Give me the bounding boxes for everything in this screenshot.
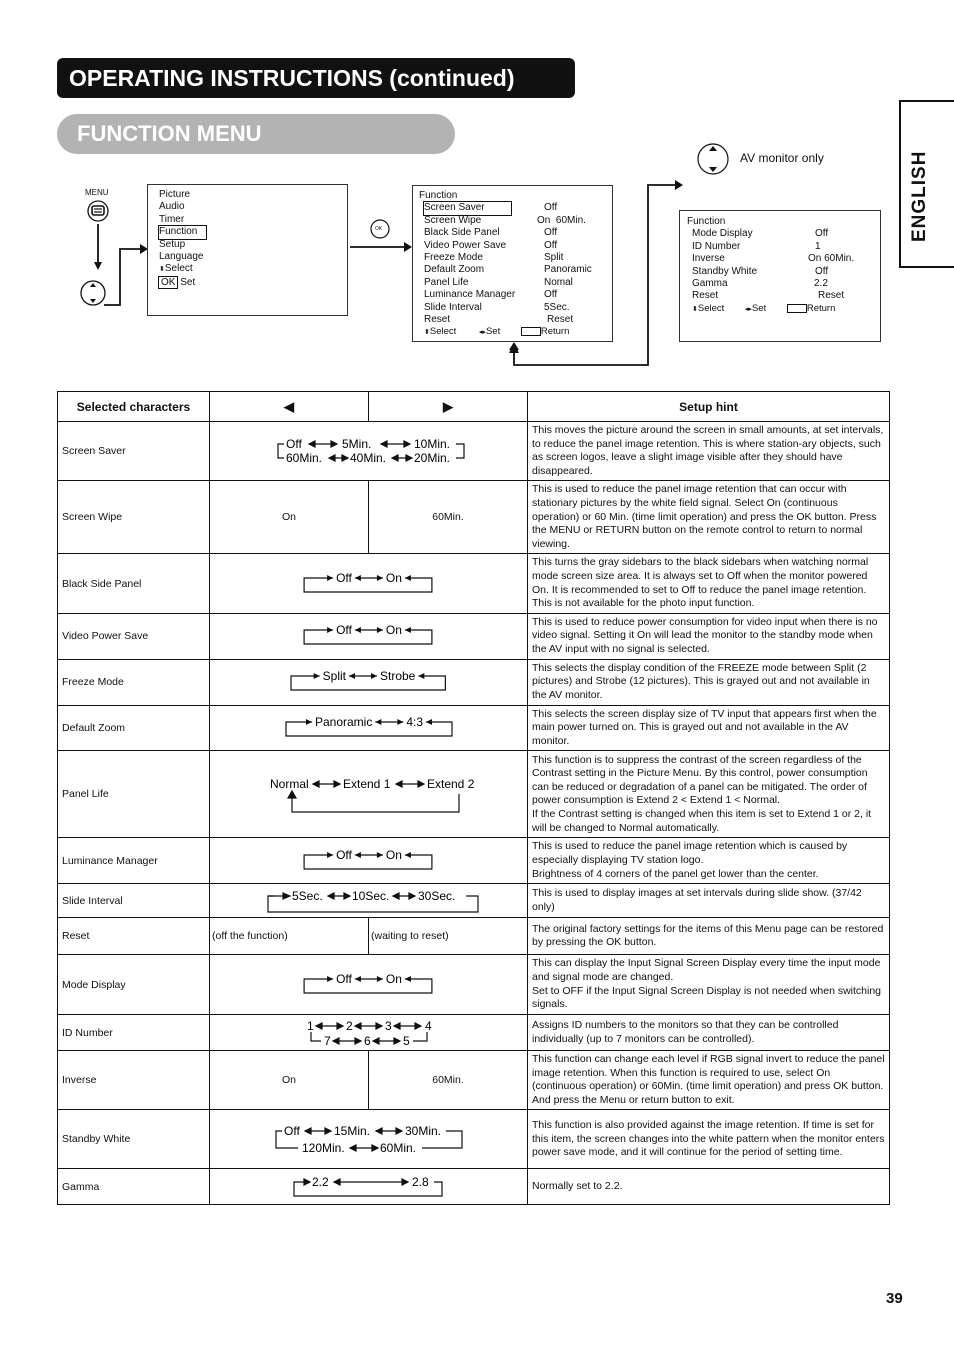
arrowhead — [404, 575, 410, 581]
return-label: Return — [806, 302, 836, 314]
row-name: Standby White — [58, 1110, 210, 1169]
cycle-value: Extend 2 — [426, 777, 474, 792]
function-menu-item-label: Luminance Manager — [424, 289, 516, 301]
arrowhead — [404, 627, 410, 633]
arrowhead — [375, 719, 381, 725]
screen-saver-cycle — [254, 434, 484, 468]
arrowhead — [327, 575, 333, 581]
setup-hint: This selects the display condition of the FREEZE mode between Split (2 pictures) and Strobe (12 pictures). This is grayed out and not available in the AV monitor. — [528, 659, 890, 705]
id-number-cycle — [299, 1018, 439, 1048]
cycle-value: On — [385, 570, 402, 585]
settings-table — [57, 391, 890, 1205]
cycle-value: 2.8 — [411, 1174, 429, 1189]
loop-line — [304, 855, 432, 869]
table-row — [58, 554, 890, 613]
av-menu-item-value: Off — [815, 228, 829, 240]
function-menu-item-value: Reset — [547, 314, 574, 326]
function-menu-item-value: Off — [544, 202, 558, 214]
cycle-value: On — [385, 623, 402, 638]
arrowhead — [327, 627, 333, 633]
cycle-value: 3 — [384, 1018, 392, 1033]
setup-hint: This turns the gray sidebars to the black sidebars when watching normal mode screen size area. It is always set to Off when the monitor powered On. It is recommended to set to Off to reduce the panel image retention. This is not available for the photo input function. — [528, 554, 890, 613]
av-menu-item-value: Reset — [818, 290, 845, 302]
function-menu-item-value: On 60Min. — [537, 214, 586, 226]
cycle-value: On — [385, 971, 402, 986]
function-menu-item-label: Screen Saver — [424, 202, 511, 214]
loop-line — [304, 578, 432, 592]
two-state-cycle — [284, 714, 454, 742]
av-menu-item-label: Inverse — [692, 253, 725, 265]
table-header-row — [58, 392, 890, 422]
cycle-value: 5Sec. — [291, 888, 323, 903]
cycle-value: Strobe — [379, 669, 415, 684]
cycle-value: 30Sec. — [417, 888, 455, 903]
select-arrow — [100, 240, 148, 310]
menu-button-label: MENU — [85, 188, 109, 197]
two-state-cycle — [289, 622, 449, 650]
two-state-cycle — [289, 570, 449, 598]
av-menu-item-label: Standby White — [692, 265, 758, 277]
cycle-cell — [210, 955, 528, 1015]
setup-hint: This is used to display images at set intervals during slide show. (37/42 only) — [528, 884, 890, 918]
row-name: Slide Interval — [58, 884, 210, 918]
av-menu-item-value: Off — [815, 265, 829, 277]
standby-white-cycle — [264, 1122, 474, 1156]
two-state-cycle — [289, 847, 449, 875]
setup-hint-paragraph: Brightness of 4 corners of the panel get lower than the center. — [532, 867, 819, 880]
cycle-cell — [210, 1110, 528, 1169]
row-name: Luminance Manager — [58, 838, 210, 884]
arrowhead — [376, 627, 382, 633]
scroll-connector-arrows — [505, 180, 685, 370]
header-setup-hint: Setup hint — [528, 392, 890, 422]
table-row — [58, 955, 890, 1015]
function-menu-item-label: Reset — [424, 314, 451, 326]
cycle-value: Panoramic — [314, 714, 372, 729]
arrowhead — [327, 852, 333, 858]
function-menu-item-value: Off — [544, 239, 558, 251]
arrowhead — [376, 852, 382, 858]
arrowhead — [348, 673, 354, 679]
cycle-value: 30Min. — [404, 1124, 441, 1139]
av-menu-item-value: 2.2 — [814, 278, 828, 290]
cycle-value: Off — [335, 847, 352, 862]
setup-hint-paragraph: This can display the Input Signal Screen Display every time the input mode and signal mode are changed. — [532, 957, 881, 983]
loop-line — [304, 979, 432, 993]
select-label: Select — [164, 263, 193, 275]
table-row — [58, 1110, 890, 1169]
cycle-value: 60Min. — [285, 451, 322, 466]
cycle-value: 2.2 — [311, 1174, 329, 1189]
cycle-value: 60Min. — [379, 1141, 416, 1156]
setup-hint-paragraph: This is used to reduce the panel image retention which is caused by especially displaying TV station logo. — [532, 840, 848, 866]
page-number: 39 — [886, 1290, 903, 1307]
up-down-icon: ⬍ — [692, 305, 698, 313]
arrowhead — [354, 575, 360, 581]
cycle-value: Split — [322, 669, 346, 684]
row-name: ID Number — [58, 1015, 210, 1051]
cycle-value: 15Min. — [333, 1124, 370, 1139]
cycle-value: Off — [335, 971, 352, 986]
main-menu-item: Audio — [159, 201, 185, 213]
return-label: Return — [540, 326, 570, 338]
cycle-value: 1 — [306, 1018, 314, 1033]
left-value: (off the function) — [210, 918, 369, 955]
cycle-cell — [210, 422, 528, 481]
arrowhead — [313, 673, 319, 679]
header-selected-characters: Selected characters — [58, 392, 210, 422]
cycle-value: 4 — [424, 1018, 432, 1033]
setup-hint: This selects the screen display size of TV input that appears first when the main power turned on. This is grayed out and not available in the AV monitor. — [528, 705, 890, 751]
setup-hint: Normally set to 2.2. — [528, 1169, 890, 1205]
av-menu-item-label: Reset — [692, 290, 719, 302]
arrowhead — [354, 627, 360, 633]
page-header-title: OPERATING INSTRUCTIONS (continued) — [57, 58, 575, 98]
cycle-cell — [210, 838, 528, 884]
arrowhead — [354, 852, 360, 858]
arrowhead — [404, 976, 410, 982]
cycle-value: Extend 1 — [342, 777, 390, 792]
setup-hint: This function can change each level if RGB signal invert to reduce the panel image retention. When this function is required to use, select On (continuous operation) or 60Min. (time limit operation) and press OK button. And press the Menu or return button to exit. — [528, 1051, 890, 1110]
table-row — [58, 659, 890, 705]
cycle-cell — [210, 884, 528, 918]
table-row — [58, 838, 890, 884]
setup-hint: This moves the picture around the screen in small amounts, at set intervals, to reduce the panel image retention. This is where station-ary objects, such as screen logos, leave a slight image visible after they should have disappeared. — [528, 422, 890, 481]
setup-hint: This is used to reduce the panel image retention that can occur with stationary pictures by the white field signal. Select On (continuous operation) or 60 Min. (time limit operation) and press the OK button. Press the MENU or RETURN button on the remote control to return to normal viewing. — [528, 481, 890, 554]
main-menu-item: Timer — [159, 213, 185, 225]
panel-life-cycle — [254, 774, 484, 814]
cycle-cell — [210, 751, 528, 838]
function-menu-item-label: Video Power Save — [424, 239, 507, 251]
up-down-icon: ⬍ — [424, 329, 430, 337]
select-label: Select — [697, 302, 725, 314]
table-row — [58, 1169, 890, 1205]
function-menu-item-value: Panoramic — [544, 264, 592, 276]
cycle-value: Off — [335, 570, 352, 585]
ok-arrow — [348, 215, 414, 255]
arrowhead — [426, 719, 432, 725]
up-arrowhead — [505, 340, 525, 360]
language-tab-label: ENGLISH — [909, 150, 930, 242]
function-menu-item-label: Slide Interval — [424, 301, 482, 313]
function-menu-item-label: Panel Life — [424, 276, 469, 288]
av-function-menu-box — [679, 210, 881, 342]
cycle-value: Off — [283, 1124, 300, 1139]
function-menu-title: Function — [419, 190, 458, 201]
arrowhead — [370, 673, 376, 679]
two-state-cycle — [289, 971, 449, 999]
right-value: 60Min. — [369, 1051, 528, 1110]
main-menu-box — [147, 184, 348, 316]
set-label: Set — [180, 276, 196, 288]
cycle-value: 10Min. — [413, 437, 450, 452]
cycle-value: 5Min. — [341, 437, 371, 452]
function-menu-item-label: Freeze Mode — [424, 252, 483, 264]
setup-hint: This is used to reduce power consumption for video input when there is no video signal. Setting it On will lead the monitor to the standby mode when the AV input with no signal is selected. — [528, 613, 890, 659]
setup-hint — [528, 751, 890, 838]
set-label: Set — [485, 326, 501, 338]
cycle-value: 20Min. — [413, 451, 450, 466]
right-value: (waiting to reset) — [369, 918, 528, 955]
function-menu-item-label: Black Side Panel — [424, 227, 500, 239]
cycle-cell — [210, 705, 528, 751]
language-tab — [899, 100, 954, 268]
cycle-value: 2 — [345, 1018, 353, 1033]
main-menu-item: Language — [159, 251, 204, 263]
two-state-cycle — [289, 668, 449, 696]
setup-hint-paragraph: This function is to suppress the contrast of the screen regardless of the Contrast setting in the Picture Menu. By this control, power consumption can be reduced or degradation of a panel can be mitigated. The order of power consumption is Extend 2 < Extend 1 < Normal. — [532, 753, 868, 807]
arrowhead — [305, 719, 311, 725]
setup-hint-paragraph: Set to OFF if the Input Signal Screen Display is not needed when switching signals. — [532, 984, 882, 1011]
menu-button-icon — [88, 201, 108, 221]
main-menu-item-function: Function — [159, 226, 206, 238]
setup-hint: Assigns ID numbers to the monitors so that they can be controlled individually (up to 7 monitors can be controlled). — [528, 1015, 890, 1051]
table-row — [58, 884, 890, 918]
cycle-cell — [210, 1015, 528, 1051]
ok-button-label: OK — [375, 226, 383, 232]
table-row — [58, 751, 890, 838]
loop-line — [304, 630, 432, 644]
setup-hint: This function is also provided against the image retention. If time is set for this item, the screen changes into the white pattern when the monitor enters power save mode, and it will continue for the period of setting time. — [528, 1110, 890, 1169]
row-name: Panel Life — [58, 751, 210, 838]
header-left-arrow-icon: ◀ — [210, 392, 369, 422]
table-row — [58, 1015, 890, 1051]
main-menu-item: Setup — [159, 238, 186, 250]
row-name: Screen Wipe — [58, 481, 210, 554]
left-value: On — [210, 1051, 369, 1110]
av-monitor-note: AV monitor only — [740, 151, 824, 165]
function-menu-item-value: 5Sec. — [544, 301, 570, 313]
cycle-value: 4:3 — [405, 714, 423, 729]
row-name: Freeze Mode — [58, 659, 210, 705]
av-menu-item-label: ID Number — [692, 240, 741, 252]
function-menu-item-value: Nomal — [544, 276, 573, 288]
arrowhead — [418, 673, 424, 679]
header-right-arrow-icon: ▶ — [369, 392, 528, 422]
table-row — [58, 705, 890, 751]
arrowhead — [376, 976, 382, 982]
cycle-value: 40Min. — [349, 451, 386, 466]
arrowhead — [327, 976, 333, 982]
table-row — [58, 422, 890, 481]
setup-hint — [528, 955, 890, 1015]
arrowhead — [404, 852, 410, 858]
table-row — [58, 613, 890, 659]
cycle-cell — [210, 613, 528, 659]
section-title: FUNCTION MENU — [57, 114, 455, 154]
row-name: Reset — [58, 918, 210, 955]
table-row — [58, 1051, 890, 1110]
left-right-icon: ◂▸ — [744, 305, 752, 313]
left-value: On — [210, 481, 369, 554]
cycle-value: Normal — [269, 777, 309, 792]
row-name: Default Zoom — [58, 705, 210, 751]
table-row — [58, 481, 890, 554]
arrowhead — [354, 976, 360, 982]
cycle-value: On — [385, 847, 402, 862]
set-label: Set — [751, 302, 767, 314]
cycle-value: Off — [335, 623, 352, 638]
row-name: Screen Saver — [58, 422, 210, 481]
arrowhead — [376, 575, 382, 581]
row-name: Inverse — [58, 1051, 210, 1110]
setup-hint-paragraph: If the Contrast setting is changed when this item is set to Extend 1 or 2, it will be changed to Normal automatically. — [532, 807, 872, 834]
arrowhead — [397, 719, 403, 725]
select-label: Select — [429, 326, 457, 338]
up-down-icon: ⬍ — [159, 266, 165, 274]
gamma-cycle — [284, 1173, 454, 1201]
av-menu-item-label: Mode Display — [692, 228, 753, 240]
table-row — [58, 918, 890, 955]
cycle-cell — [210, 554, 528, 613]
cycle-value: 5 — [402, 1033, 410, 1048]
setup-hint — [528, 838, 890, 884]
row-name: Mode Display — [58, 955, 210, 1015]
right-value: 60Min. — [369, 481, 528, 554]
left-right-icon: ◂▸ — [478, 329, 486, 337]
function-menu-item-value: Off — [544, 227, 558, 239]
row-name: Gamma — [58, 1169, 210, 1205]
function-menu-item-label: Default Zoom — [424, 264, 485, 276]
av-menu-item-value: 1 — [815, 240, 821, 252]
up-down-button-icon — [696, 141, 730, 177]
cycle-value: Off — [285, 437, 302, 452]
av-menu-title: Function — [687, 216, 726, 227]
setup-hint: The original factory settings for the items of this Menu page can be restored by pressing the OK button. — [528, 918, 890, 955]
cycle-value: 10Sec. — [351, 888, 389, 903]
cycle-value: 7 — [323, 1033, 331, 1048]
function-menu-item-value: Off — [544, 289, 558, 301]
ok-key-label: OK — [161, 276, 176, 288]
return-icon — [787, 304, 807, 313]
av-menu-item-value: On 60Min. — [808, 253, 855, 265]
main-menu-item: Picture — [159, 189, 191, 200]
cycle-cell — [210, 1169, 528, 1205]
av-menu-item-label: Gamma — [692, 278, 728, 290]
function-menu-item-label: Screen Wipe — [424, 214, 482, 226]
cycle-value: 6 — [363, 1033, 371, 1048]
row-name: Black Side Panel — [58, 554, 210, 613]
slide-interval-cycle — [254, 886, 484, 916]
function-menu-item-value: Split — [544, 252, 564, 264]
cycle-cell — [210, 659, 528, 705]
cycle-value: 120Min. — [301, 1141, 345, 1156]
row-name: Video Power Save — [58, 613, 210, 659]
